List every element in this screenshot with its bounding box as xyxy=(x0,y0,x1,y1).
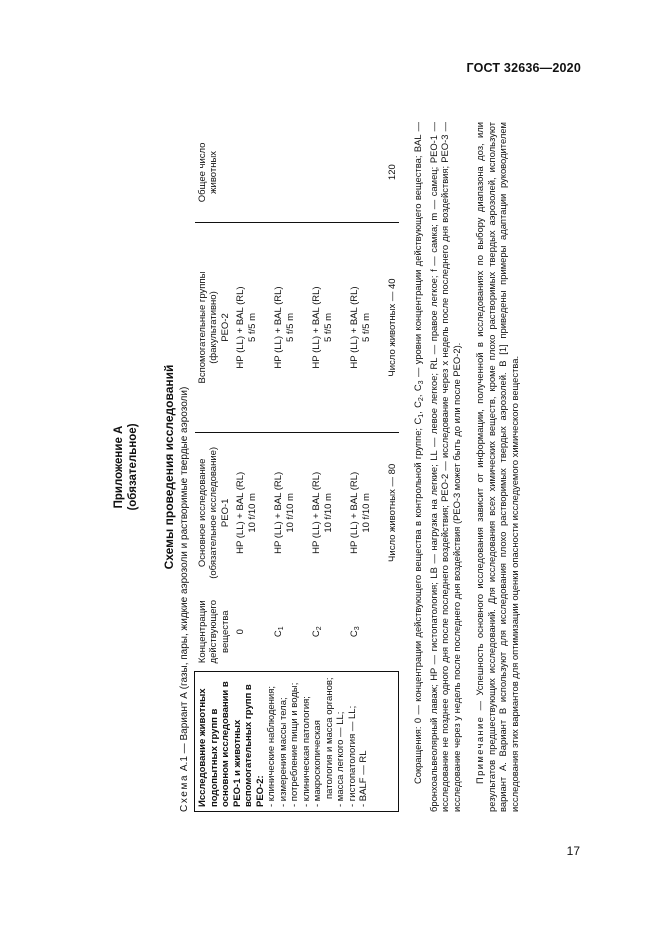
rotated-page-content xyxy=(112,122,542,812)
list-item: - клиническая патология; xyxy=(300,696,312,807)
list-item: - макроскопическая патология и масса органов; xyxy=(312,677,335,807)
scheme-caption-prefix: Схема xyxy=(179,773,190,812)
remark-label: Примечание xyxy=(474,715,485,784)
main-study-cell: HP (LL) + BAL (RL) 10 f/10 m HP (LL) + BAL (RL) 10 f/10 m HP (LL) + BAL (RL) 10 f/10 m HP (LL) + BAL (RL) 10 f/10 m xyxy=(235,433,387,593)
concentration-header: Концентрации действующего вещества xyxy=(196,599,231,664)
document-standard-header: ГОСТ 32636—2020 xyxy=(466,61,581,75)
remark-text: — Успешность основного исследования зависит от информации, полученной в исследованиях по выбору диапазона доз, или результатов предшествующих исследований. Для исследования всех химических веществ, кроме плохо растворимых твердых аэрозолей, используют вариант А. Вариант В используют для исследования плохо растворимых твердых аэрозолей. В [1] приведены примеры адаптации руководителем исследования этих вариантов для оптимизации оценки опасности исследуемого химического вещества. xyxy=(474,122,520,812)
description-title: Исследование животных подопытных групп в основном исследовании в РЕО-1 и животных вспомогательных групп в РЕО-2: xyxy=(197,681,266,807)
list-item: - BALF — RL xyxy=(358,750,369,807)
main-total: Число животных — 80 xyxy=(387,433,399,593)
page-number: 17 xyxy=(566,844,580,858)
appendix-status: (обязательное) xyxy=(127,423,139,511)
remark-paragraph xyxy=(474,122,520,812)
total-animals-cell xyxy=(235,123,387,223)
scheme-caption-text: А.1 — Вариант А (газы, пары, жидкие аэрозоли и растворимые твердые аэрозоли) xyxy=(179,386,190,772)
schemes-title: Схемы проведения исследований xyxy=(162,364,176,570)
aux-groups-header: Вспомогательные группы (факультативно) РЕО-2 xyxy=(195,222,236,433)
list-item: - клинические наблюдения; xyxy=(266,685,277,807)
list-item: - масса легкого — LL; xyxy=(335,711,346,807)
concentration-cell: 0 $C_1$ $C_2$ $C_3$ xyxy=(235,626,361,638)
list-item: - гистопатология — LL; xyxy=(346,705,358,807)
overall-total: 120 xyxy=(387,164,398,181)
notes-section xyxy=(412,122,532,812)
aux-groups-cell: HP (LL) + BAL (RL) 5 f/5 m HP (LL) + BAL (RL) 5 f/5 m HP (LL) + BAL (RL) 5 f/5 m HP (LL) + BAL (RL) 5 f/5 m xyxy=(235,222,387,433)
aux-total: Число животных — 40 xyxy=(387,222,399,433)
appendix-heading xyxy=(112,122,140,812)
study-scheme-table xyxy=(194,122,399,812)
abbreviations-paragraph: Сокращения: 0 — концентрации действующего вещества в контрольной группе; $С_1$, $С_2$, $С_3$ — уровни концентрации действующего вещества; BAL — бронхоальвеолярный лаваж; HP — гистопатология; LB — нагрузка на легкие; LL — левое легкое; RL — правое легкое; f — самка; m — самец; РЕО-1 — исследование не позднее одного дня после последнего воздействия; РЕО-2 — исследование через х недель после последнего дня воздействия; РЕО-3 — исследование через у недель после последнего дня воздействия (РЕО-3 может быть до или после РЕО-2). xyxy=(412,122,462,812)
appendix-title: Приложение А xyxy=(113,425,125,509)
description-list xyxy=(266,676,370,807)
main-study-header: Основное исследование (обязательное исследование) РЕО-1 xyxy=(195,433,236,593)
table-header-row xyxy=(195,123,236,812)
list-item: - измерения массы тела; xyxy=(277,697,289,807)
description-cell xyxy=(195,671,399,811)
scheme-caption xyxy=(178,387,191,812)
list-item: - потребление пищи и воды; xyxy=(289,682,300,807)
total-animals-header: Общее число животных xyxy=(196,142,219,203)
